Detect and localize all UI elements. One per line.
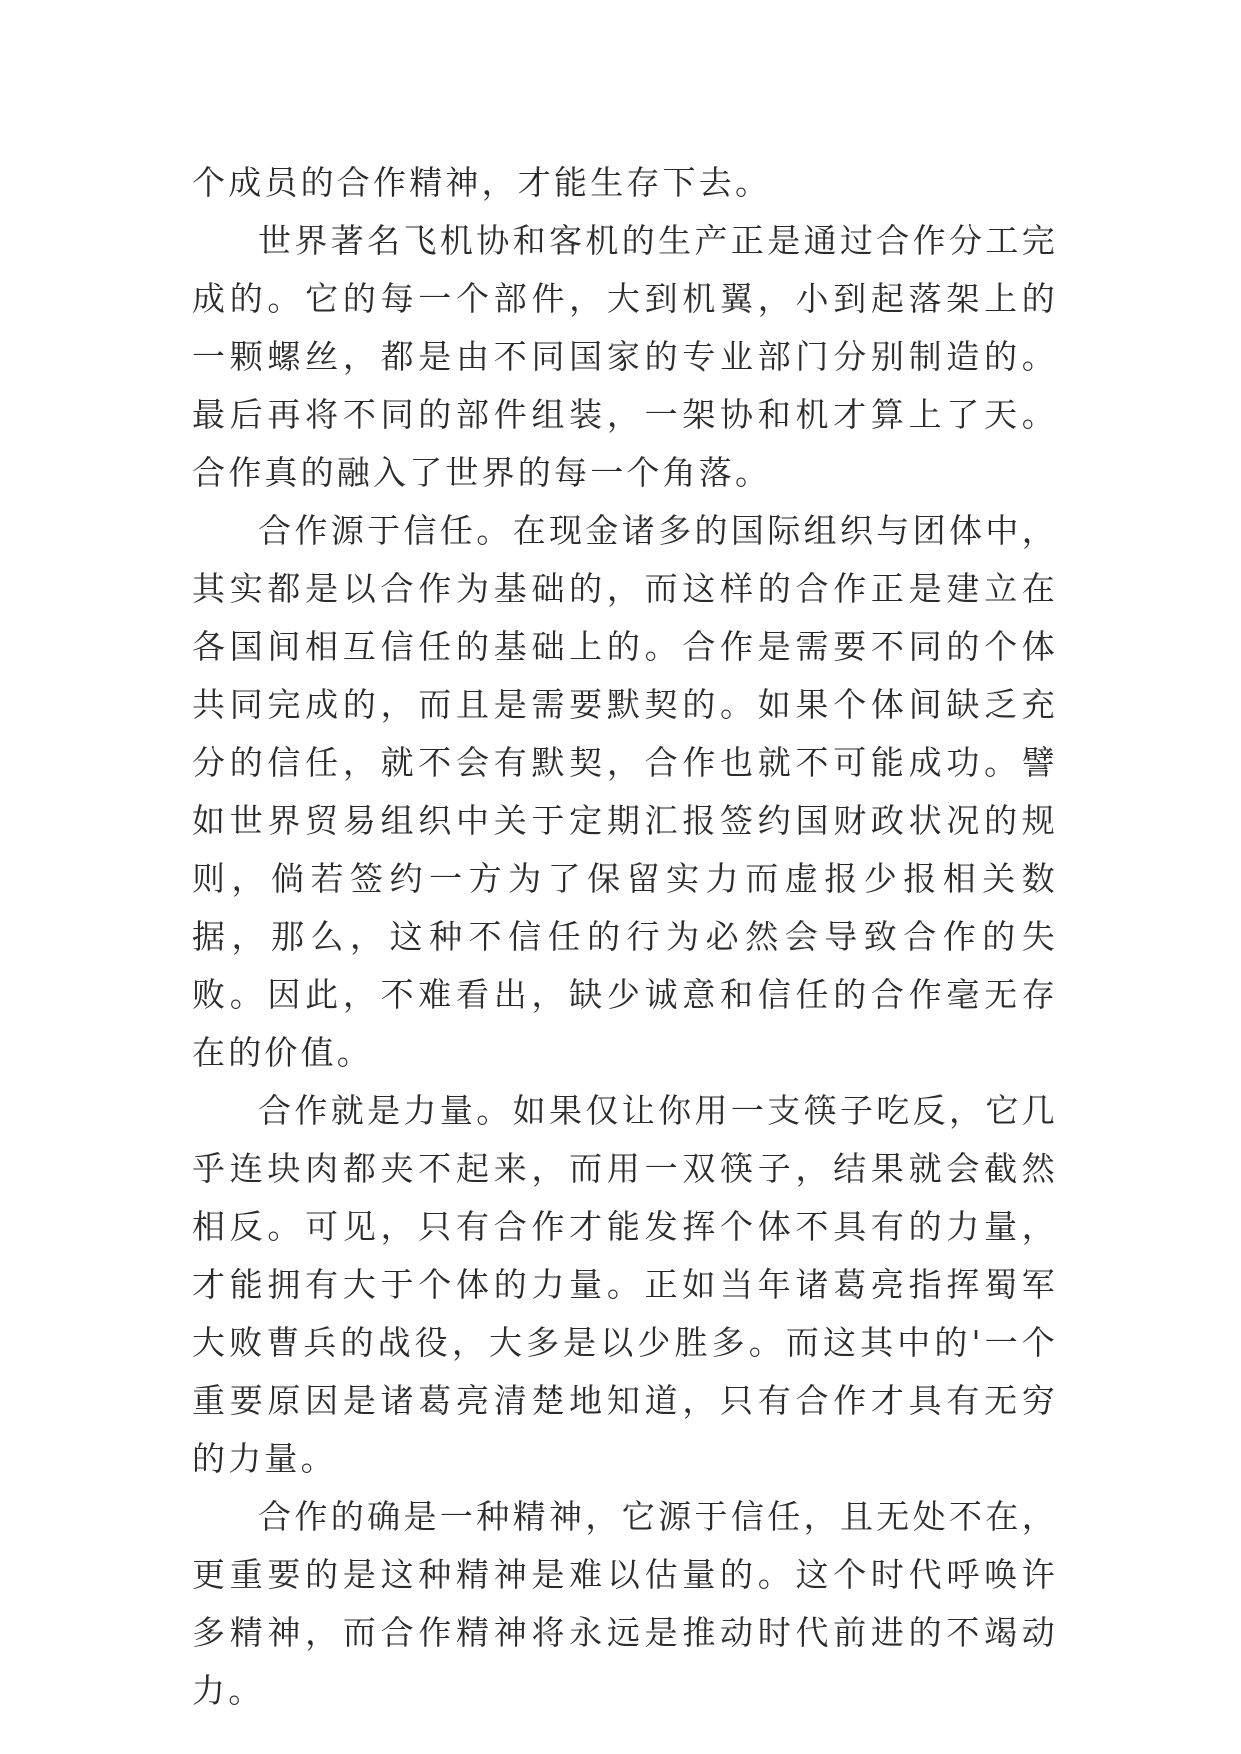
paragraph-trust: 合作源于信任。在现金诸多的国际组织与团体中，其实都是以合作为基础的，而这样的合作正是建立在各国间相互信任的基础上的。合作是需要不同的个体共同完成的，而且是需要默契的。如果个体间缺乏充分的信任，就不会有默契，合作也就不可能成功。譬如世界贸易组织中关于定期汇报签约国财政状况的规则，倘若签约一方为了保留实力而虚报少报相关数据，那么，这种不信任的行为必然会导致合作的失败。因此，不难看出，缺少诚意和信任的合作毫无存在的价值。 <box>192 511 1058 1072</box>
paragraph-conclusion: 合作的确是一种精神，它源于信任，且无处不在，更重要的是这种精神是难以估量的。这个时代呼唤许多精神，而合作精神将永远是推动时代前进的不竭动力。 <box>192 1497 1058 1710</box>
paragraph-strength: 合作就是力量。如果仅让你用一支筷子吃反，它几乎连块肉都夹不起来，而用一双筷子，结果就会截然相反。可见，只有合作才能发挥个体不具有的力量，才能拥有大于个体的力量。正如当年诸葛亮指挥蜀军大败曹兵的战役，大多是以少胜多。而这其中的'一个重要原因是诸葛亮清楚地知道，只有合作才具有无穷的力量。 <box>192 1091 1058 1478</box>
paragraph-continuation: 个成员的合作精神，才能生存下去。 <box>192 163 772 202</box>
paragraph-concorde: 世界著名飞机协和客机的生产正是通过合作分工完成的。它的每一个部件，大到机翼，小到起落架上的一颗螺丝，都是由不同国家的专业部门分别制造的。最后再将不同的部件组装，一架协和机才算上了天。合作真的融入了世界的每一个角落。 <box>192 221 1058 492</box>
document-body <box>192 154 1058 1720</box>
